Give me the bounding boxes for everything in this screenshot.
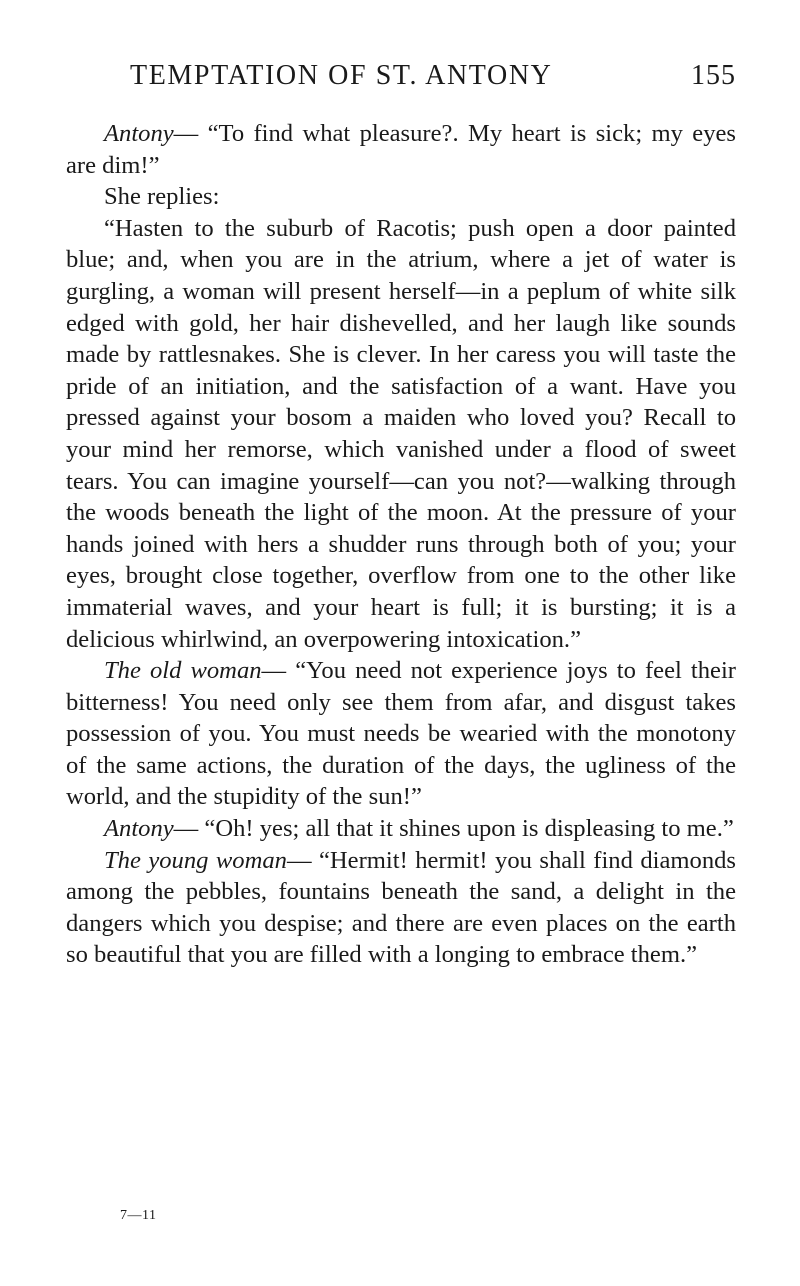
paragraph-text: — “To find what pleasure?. My heart is sick; my eyes are dim!” (66, 120, 736, 179)
signature-mark: 7—11 (120, 1208, 157, 1223)
paragraph-3 (66, 213, 736, 655)
speaker-label: Antony (104, 120, 174, 147)
paragraph-text: — “Oh! yes; all that it shines upon is displeasing to me.” (173, 815, 734, 843)
page-number: 155 (691, 60, 736, 91)
speaker-label: Antony (104, 815, 174, 843)
paragraph-2 (66, 181, 736, 213)
speaker-label: The old woman (104, 657, 262, 685)
paragraph-text: — “You need not experience joys to feel their bitterness! You need only see them from afar, and disgust takes possession of you. You must needs be wearied with the monotony of the same actions, the duration of the days, the ugliness of the world, and the stupidity of the sun!” (66, 657, 736, 811)
paragraph-1 (66, 118, 736, 181)
speaker-label: The young woman (104, 846, 287, 874)
body-text (66, 118, 736, 971)
paragraph-text: “Hasten to the suburb of Racotis; push open a door painted blue; and, when you are in the atrium, where a jet of water is gurgling, a woman will present herself—in a peplum of white silk edged with gold, her hair dishevelled, and her laugh like sounds made by rattlesnakes. She is clever. In her caress you will taste the pride of an initiation, and the satisfaction of a want. Have you pressed against your bosom a maiden who loved you? Recall to your mind her remorse, which vanished under a flood of sweet tears. You can imagine yourself—can you not?—walking through the woods beneath the light of the moon. At the pressure of your hands joined with hers a shudder runs through both of you; your eyes, brought close together, overflow from one to the other like immaterial waves, and your heart is full; it is bursting; it is a delicious whirlwind, an overpowering intoxication.” (66, 214, 736, 653)
paragraph-text: — “Hermit! hermit! you shall find diamonds among the pebbles, fountains beneath the sand, a delight in the dangers which you despise; and there are even places on the earth so beautiful that you are filled with a longing to embrace them.” (66, 846, 736, 969)
paragraph-4 (66, 655, 736, 813)
paragraph-6 (66, 845, 736, 971)
paragraph-5 (66, 813, 736, 845)
running-title: TEMPTATION OF ST. ANTONY (130, 60, 553, 91)
book-page (66, 52, 736, 971)
paragraph-text: She replies: (104, 183, 220, 211)
running-head (66, 52, 736, 100)
